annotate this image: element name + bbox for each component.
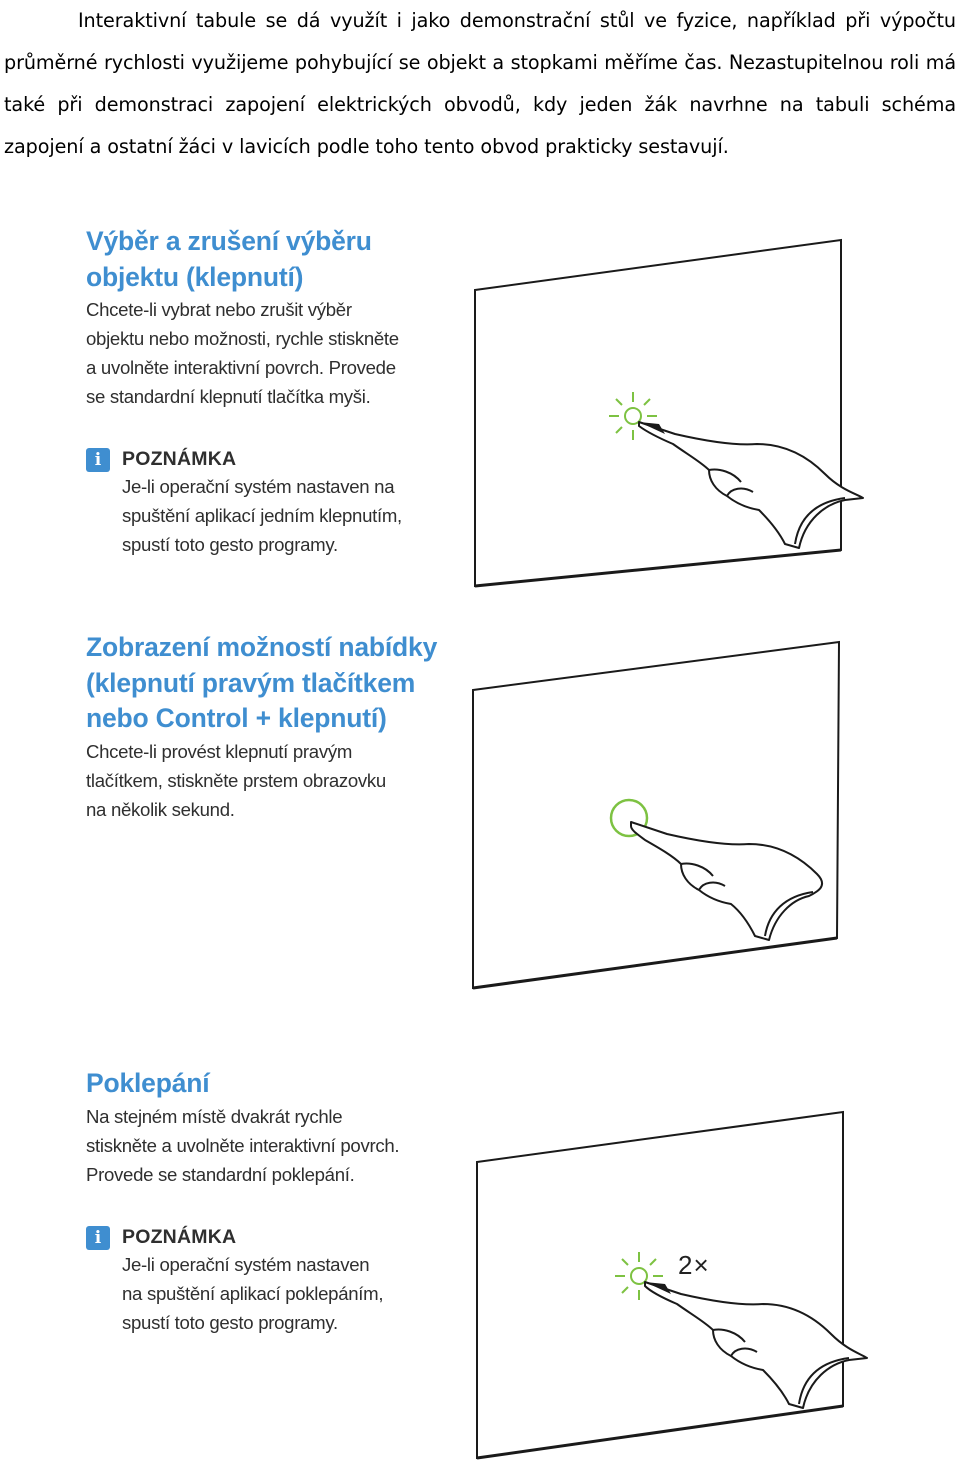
section-title: Zobrazení možností nabídky (klepnutí pravým tlačítkem nebo Control + klepnutí) bbox=[86, 632, 438, 733]
section-title: Poklepání bbox=[86, 1068, 210, 1098]
note-body: Je-li operační systém nastaven na spuštění aplikací jedním klepnutím, spustí toto gesto programy. bbox=[122, 476, 402, 555]
illustration-double-tap-whiteboard bbox=[465, 1104, 875, 1466]
info-icon: i bbox=[86, 1226, 110, 1250]
note-title: POZNÁMKA bbox=[122, 1226, 237, 1248]
note-body: Je-li operační systém nastaven na spuštění aplikací poklepáním, spustí toto gesto programy. bbox=[122, 1254, 384, 1333]
intro-text: Interaktivní tabule se dá využít i jako demonstrační stůl ve fyzice, například při výpočtu průměrné rychlosti využijeme pohybující se objekt a stopkami měříme čas. Nezastupitelnou roli má také při demonstraci zapojení elektrických obvodů, kdy jeden žák navrhne na tabuli schéma zapojení a ostatní žáci v lavicích podle toho tento obvod prakticky sestavují. bbox=[4, 9, 956, 158]
note-title: POZNÁMKA bbox=[122, 448, 237, 470]
section-title: Výběr a zrušení výběru objektu (klepnutí) bbox=[86, 226, 372, 292]
illustration-tap-whiteboard bbox=[465, 232, 875, 594]
info-icon: i bbox=[86, 448, 110, 472]
section-double-tap bbox=[86, 1066, 466, 1189]
double-tap-count-label: 2× bbox=[678, 1250, 710, 1280]
intro-paragraph bbox=[4, 0, 956, 168]
section-select-tap bbox=[86, 224, 466, 411]
section-description: Chcete-li vybrat nebo zrušit výběr objektu nebo možnosti, rychle stiskněte a uvolněte interaktivní povrch. Provede se standardní klepnutí tlačítka myši. bbox=[86, 299, 399, 407]
section-description: Na stejném místě dvakrát rychle stiskněte a uvolněte interaktivní povrch. Provede se standardní poklepání. bbox=[86, 1105, 400, 1185]
section-description: Chcete-li provést klepnutí pravým tlačítkem, stiskněte prstem obrazovku na několik sekund. bbox=[86, 740, 386, 820]
whiteboard-panel bbox=[473, 642, 839, 988]
illustration-press-hold-whiteboard bbox=[465, 636, 875, 996]
section-right-click bbox=[86, 630, 466, 824]
